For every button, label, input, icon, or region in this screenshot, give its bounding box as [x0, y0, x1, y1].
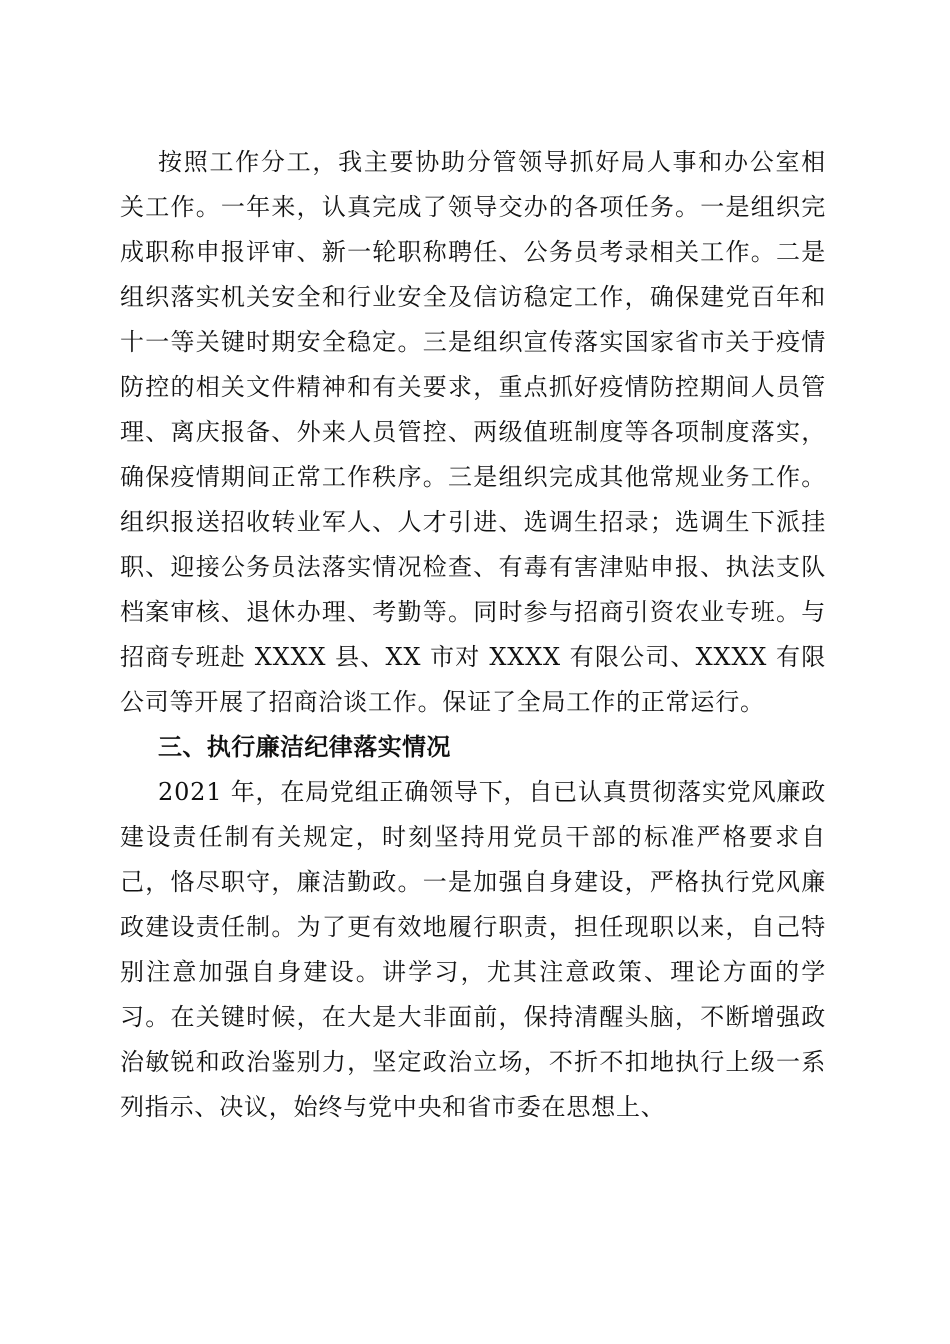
paragraph-integrity-discipline: 2021 年，在局党组正确领导下，自已认真贯彻落实党风廉政建设责任制有关规定，时刻坚持用党员干部的标准严格要求自己，恪尽职守，廉洁勤政。一是加强自身建设，严格执行党风廉政建设责任制。为了更有效地履行职责，担任现职以来，自己特别注意加强自身建设。讲学习，尤其注意政策、理论方面的学习。在关键时候，在大是大非面前，保持清醒头脑，不断增强政治敏锐和政治鉴别力，坚定政治立场，不折不扣地执行上级一系列指示、决议，始终与党中央和省市委在思想上、 — [120, 778, 826, 1121]
document-body — [120, 140, 826, 1130]
section-heading: 三、执行廉洁纪律落实情况 — [158, 733, 451, 761]
paragraph-work-duties: 按照工作分工，我主要协助分管领导抓好局人事和办公室相关工作。一年来，认真完成了领导交办的各项任务。一是组织完成职称申报评审、新一轮职称聘任、公务员考录相关工作。二是组织落实机关安全和行业安全及信访稳定工作，确保建党百年和十一等关键时期安全稳定。三是组织宣传落实国家省市关于疫情防控的相关文件精神和有关要求，重点抓好疫情防控期间人员管理、离庆报备、外来人员管控、两级值班制度等各项制度落实，确保疫情期间正常工作秩序。三是组织完成其他常规业务工作。组织报送招收转业军人、人才引进、选调生招录；选调生下派挂职、迎接公务员法落实情况检查、有毒有害津贴申报、执法支队档案审核、退休办理、考勤等。同时参与招商引资农业专班。与招商专班赴 XXXX 县、XX 市对 XXXX 有限公司、XXXX 有限公司等开展了招商洽谈工作。保证了全局工作的正常运行。 — [120, 148, 826, 716]
